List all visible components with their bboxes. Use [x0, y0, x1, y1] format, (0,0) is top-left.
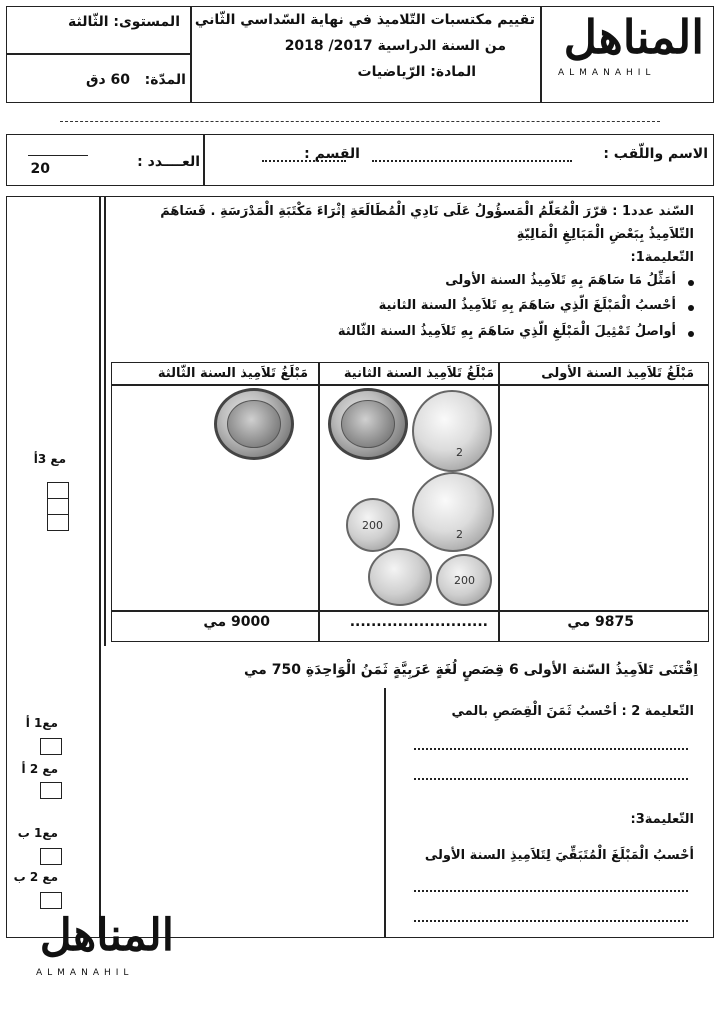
brand-logo — [548, 10, 708, 90]
duration-label: المدّة: — [144, 72, 186, 88]
header-divider-right — [540, 6, 542, 103]
year1-total: 9875 مي — [567, 614, 634, 630]
criteria-column-divider2 — [104, 196, 106, 646]
instruction3: أحْسبُ الْمَبْلَغَ الْمُتَبَقِّيَ لِتَلاَمِيذِ السنة الأولى — [424, 848, 694, 863]
criterion-label: مع1 ب — [17, 826, 58, 840]
criterion-checkbox[interactable] — [47, 498, 69, 515]
header-divider-left — [190, 6, 192, 103]
section2-divider — [384, 688, 386, 938]
criterion-checkbox[interactable] — [40, 848, 62, 865]
duration-value: 60 دق — [85, 72, 130, 88]
grade-line — [28, 155, 88, 156]
coin-hundred — [368, 548, 432, 606]
criterion-checkbox[interactable] — [40, 782, 62, 799]
level: المستوى: الثّالثة — [68, 14, 180, 30]
header-divider-mid — [6, 53, 191, 55]
coin-value: 200 — [362, 519, 383, 532]
bullet-1 — [688, 280, 694, 286]
logo-text: المناهل — [563, 10, 704, 64]
school-year: من السنة الدراسية 2017/ 2018 — [284, 38, 506, 54]
criteria-column-divider — [99, 196, 101, 938]
exam-title: تقييم مكتسبات التّلاميذ في نهاية السّداسي الثّاني — [194, 12, 535, 28]
col-year2-header: مَبْلَغُ تَلاَمِيذ السنة الثانية — [343, 366, 494, 381]
criterion-label: مع1 أ — [25, 716, 58, 730]
bullet-3 — [688, 331, 694, 337]
coin-value: 200 — [454, 574, 475, 587]
footer-logo-text: المناهل — [39, 910, 174, 961]
criterion-checkbox[interactable] — [40, 892, 62, 909]
answer-line[interactable] — [414, 920, 688, 922]
instruction3-title: التّعليمة3: — [630, 812, 694, 827]
instruction1-title: التّعليمة1: — [630, 250, 694, 265]
bullet-3-text: أواصلُ تَمْثِيلَ الْمَبْلَغِ الّذِي سَاهَمَ بِهِ تَلاَمِيذُ السنة الثّالثة — [337, 324, 676, 339]
answer-line[interactable] — [414, 778, 688, 780]
subject: المادة: الرّياضيات — [357, 64, 476, 80]
name-field[interactable] — [372, 160, 572, 162]
year2-total-blank[interactable]: .......................... — [349, 614, 488, 630]
bullet-1-text: أمَثِّلُ مَا سَاهَمَ بِهِ تَلاَمِيذُ السنة الأولى — [445, 273, 676, 288]
instruction2: التّعليمة 2 : أحْسبُ ثَمَنَ الْقِصَصِ بالمي — [451, 704, 694, 719]
problem-statement: اِقْتَنَى تَلاَمِيذُ السّنة الأولى 6 قِصَصٍ لُغَةٍ عَرَبِيَّةٍ ثَمَنُ الْوَاحِدَةِ 750 مي — [244, 662, 698, 678]
table-footer-line — [111, 610, 709, 612]
sanad-text: السّند عدد1 : قرّرَ الْمُعَلّمُ الْمَسؤُولُ عَلَى نَادِي الْمُطَالَعَةِ إثْرَاءَ مَكْتَبَةِ الْمَدْرَسَةِ . فَسَاهَمَ — [160, 204, 694, 219]
coin-two-dinar — [412, 472, 494, 552]
col-year1-header: مَبْلَغُ تَلاَمِيذ السنة الأولى — [541, 366, 694, 381]
criterion-checkbox[interactable] — [40, 738, 62, 755]
criterion-label: مع 3أ — [33, 452, 66, 466]
coin-five-dinar — [328, 388, 408, 460]
logo-subtext: ALMANAHIL — [558, 68, 656, 78]
criterion-checkbox[interactable] — [47, 482, 69, 499]
coin-two-dinar — [412, 390, 492, 472]
table-col-divider-2 — [318, 362, 320, 642]
coin-two-hundred — [346, 498, 400, 552]
col-year3-header: مَبْلَغُ تَلاَمِيذ السنة الثّالثة — [157, 366, 308, 381]
bullet-2-text: أحْسبُ الْمَبْلَغَ الّذِي سَاهَمَ بِهِ تَلاَمِيذُ السنة الثانية — [378, 298, 676, 313]
coin-two-hundred — [436, 554, 492, 606]
footer-logo — [28, 910, 178, 990]
answer-line[interactable] — [414, 748, 688, 750]
coin-five-dinar — [214, 388, 294, 460]
table-col-divider-1 — [498, 362, 500, 642]
answer-line[interactable] — [414, 890, 688, 892]
year3-total: 9000 مي — [203, 614, 270, 630]
student-info-divider — [203, 134, 205, 186]
name-label: الاسم واللّقب : — [603, 146, 708, 162]
criterion-label: مع 2 ب — [13, 870, 58, 884]
bullet-2 — [688, 305, 694, 311]
class-field[interactable] — [262, 160, 346, 162]
criterion-checkbox[interactable] — [47, 514, 69, 531]
coin-value: 2 — [456, 446, 463, 459]
criterion-label: مع 2 أ — [21, 762, 58, 776]
sanad-text-cont: التّلاَمِيذُ بِبَعْضِ الْمَبَالِغِ الْمَالِيّةِ — [516, 227, 694, 242]
grade-label: العــــدد : — [137, 154, 200, 170]
separator — [60, 121, 660, 122]
class-label: القسم : — [304, 146, 360, 162]
footer-logo-subtext: ALMANAHIL — [36, 968, 134, 978]
table-header-line — [111, 384, 709, 386]
grade-total: 20 — [30, 161, 50, 177]
coin-value: 2 — [456, 528, 463, 541]
